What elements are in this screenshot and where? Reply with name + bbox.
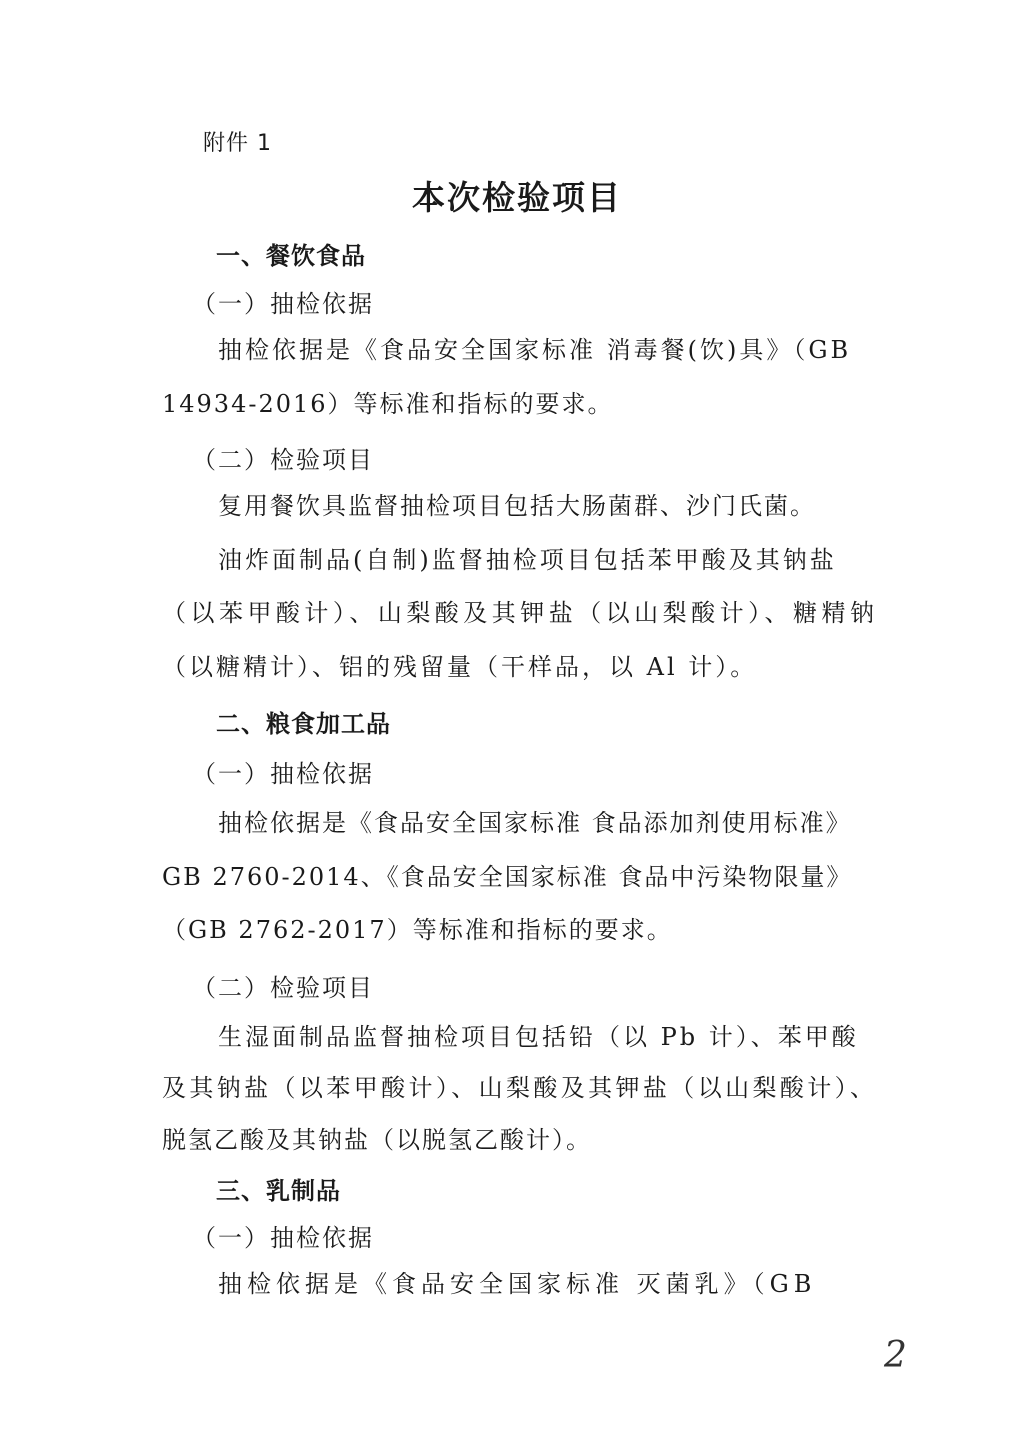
subsection-heading-basis: （一）抽检依据 [192,290,374,318]
paragraph-line: 抽检依据是《食品安全国家标准 消毒餐(饮)具》（GB [218,336,852,364]
subsection-heading-items: （二）检验项目 [192,974,374,1002]
paragraph-line: （以苯甲酸计）、山梨酸及其钾盐（以山梨酸计）、糖精钠 [162,599,874,627]
paragraph-line: 生湿面制品监督抽检项目包括铅（以 Pb 计）、苯甲酸 [218,1023,859,1051]
paragraph-line: （以糖精计）、铝的残留量（干样品，以 Al 计）。 [162,653,758,681]
section-heading-dairy: 三、乳制品 [216,1177,341,1205]
paragraph-line: GB 2760-2014、《食品安全国家标准 食品中污染物限量》 [162,863,853,891]
paragraph-line: （GB 2762-2017）等标准和指标的要求。 [162,916,673,944]
paragraph-line: 复用餐饮具监督抽检项目包括大肠菌群、沙门氏菌。 [218,492,816,520]
section-heading-catering: 一、餐饮食品 [216,242,366,270]
section-heading-grain: 二、粮食加工品 [216,710,391,738]
paragraph-line: 抽检依据是《食品安全国家标准 灭菌乳》（GB [218,1270,817,1298]
paragraph-line: 油炸面制品(自制)监督抽检项目包括苯甲酸及其钠盐 [218,546,837,574]
attachment-label: 附件 1 [203,131,272,156]
page-number: 2 [884,1335,909,1376]
subsection-heading-basis: （一）抽检依据 [192,1224,374,1252]
paragraph-line: 14934-2016）等标准和指标的要求。 [162,390,614,418]
paragraph-line: 脱氢乙酸及其钠盐（以脱氢乙酸计）。 [162,1126,592,1154]
subsection-heading-basis: （一）抽检依据 [192,760,374,788]
paragraph-line: 抽检依据是《食品安全国家标准 食品添加剂使用标准》 [218,809,852,837]
document-title: 本次检验项目 [412,178,622,217]
subsection-heading-items: （二）检验项目 [192,446,374,474]
paragraph-line: 及其钠盐（以苯甲酸计）、山梨酸及其钾盐（以山梨酸计）、 [162,1074,874,1102]
